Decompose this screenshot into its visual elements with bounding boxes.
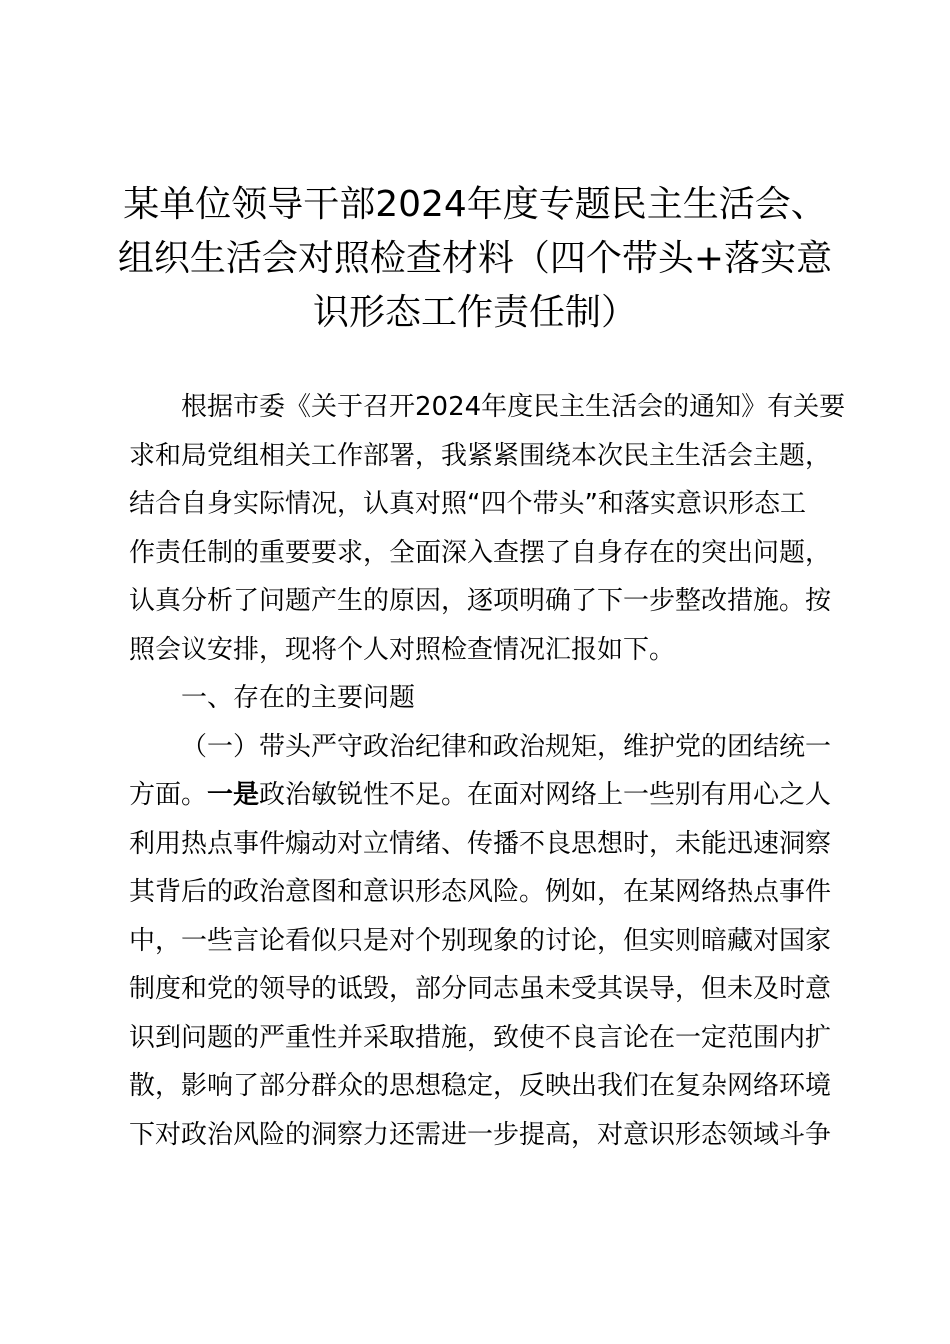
subsection-line-6: 制度和党的领导的诋毁，部分同志虽未受其误导，但未及时意 xyxy=(129,974,832,1004)
subsection-paragraph xyxy=(129,723,831,1160)
subsection-line-5: 中，一些言论看似只是对个别现象的讨论，但实则暗藏对国家 xyxy=(129,925,832,956)
intro-line-2: 求和局党组相关工作部署，我紧紧围绕本次民主生活会主题， xyxy=(129,440,832,471)
intro-line-6: 照会议安排，现将个人对照检查情况汇报如下。 xyxy=(129,634,676,665)
subsection-emphasis: 一是 xyxy=(207,780,260,810)
subsection-line-1: （一）带头严守政治纪律和政治规矩，维护党的团结统一 xyxy=(181,731,832,762)
intro-paragraph xyxy=(129,383,846,674)
intro-line-5: 认真分析了问题产生的原因，逐项明确了下一步整改措施。按 xyxy=(129,586,832,616)
title-line-2: 组织生活会对照检查材料（四个带头+落实意 xyxy=(117,238,833,279)
subsection-line-4: 其背后的政治意图和意识形态风险。例如，在某网络热点事件 xyxy=(129,877,832,907)
subsection-line-8: 散，影响了部分群众的思想稳定，反映出我们在复杂网络环境 xyxy=(129,1071,832,1101)
section-heading: 一、存在的主要问题 xyxy=(181,683,416,713)
intro-line-1: 根据市委《关于召开2024年度民主生活会的通知》有关要 xyxy=(181,392,846,422)
intro-line-3: 结合自身实际情况，认真对照“四个带头”和落实意识形态工 xyxy=(129,489,806,519)
subsection-line-2-prefix: 方面。 xyxy=(129,780,208,810)
subsection-line-9: 下对政治风险的洞察力还需进一步提高，对意识形态领域斗争 xyxy=(129,1119,832,1150)
intro-line-4: 作责任制的重要要求，全面深入查摆了自身存在的突出问题， xyxy=(129,537,832,568)
subsection-line-2-rest: 政治敏锐性不足。在面对网络上一些别有用心之人 xyxy=(259,780,832,810)
document-title xyxy=(110,178,840,340)
document-body xyxy=(129,383,846,1159)
subsection-line-3: 利用热点事件煽动对立情绪、传播不良思想时，未能迅速洞察 xyxy=(129,828,832,859)
title-line-3: 识形态工作责任制） xyxy=(312,292,637,333)
subsection-line-7: 识到问题的严重性并采取措施，致使不良言论在一定范围内扩 xyxy=(129,1022,832,1053)
title-line-1: 某单位领导干部2024年度专题民主生活会、 xyxy=(123,184,827,225)
subsection-line-2 xyxy=(129,771,831,820)
